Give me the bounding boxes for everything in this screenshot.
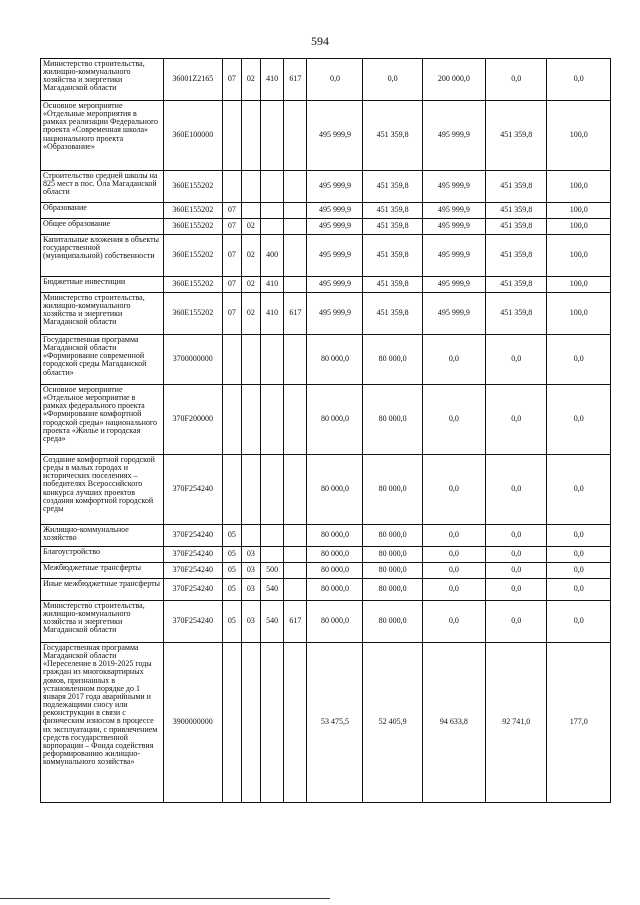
row-name: Государственная программа Магаданской области «Переселение в 2019-2025 годы граждан из многоквартирных домов, признанных в установленном порядке до 1 января 2017 года аварийными и подлежащими сносу или реконструкции в связи с физическим износом в процессе их эксплуатации, с привлечением средств государственной корпорации – Фонда содействия реформированию жилищно-коммунального хозяйства» xyxy=(41,643,164,803)
value-5: 0,0 xyxy=(547,385,611,455)
row-name: Министерство строительства, жилищно-коммунального хозяйства и энергетики Магаданской области xyxy=(41,59,164,101)
subsection-code: 03 xyxy=(241,563,260,579)
value-3: 495 999,9 xyxy=(422,219,485,235)
value-3: 495 999,9 xyxy=(422,293,485,335)
value-5: 0,0 xyxy=(547,547,611,563)
value-4: 451 359,8 xyxy=(486,235,547,277)
section-code: 07 xyxy=(222,203,241,219)
value-2: 52 405,9 xyxy=(363,643,422,803)
administrator-code xyxy=(284,385,307,455)
administrator-code: 617 xyxy=(284,293,307,335)
subsection-code: 03 xyxy=(241,601,260,643)
row-name: Строительство средней школы на 825 мест в пос. Ола Магаданской области xyxy=(41,171,164,203)
value-5: 0,0 xyxy=(547,525,611,547)
value-4: 0,0 xyxy=(486,335,547,385)
expense-type-code xyxy=(260,547,283,563)
administrator-code xyxy=(284,455,307,525)
value-3: 0,0 xyxy=(422,525,485,547)
value-5: 0,0 xyxy=(547,601,611,643)
table-row xyxy=(41,101,611,171)
table-row xyxy=(41,547,611,563)
row-name: Общее образование xyxy=(41,219,164,235)
value-5: 100,0 xyxy=(547,171,611,203)
section-code: 05 xyxy=(222,601,241,643)
section-code: 07 xyxy=(222,219,241,235)
value-3: 94 633,8 xyxy=(422,643,485,803)
expense-type-code xyxy=(260,101,283,171)
value-1: 80 000,0 xyxy=(307,579,363,601)
value-4: 0,0 xyxy=(486,547,547,563)
value-2: 451 359,8 xyxy=(363,171,422,203)
value-2: 451 359,8 xyxy=(363,101,422,171)
expense-type-code xyxy=(260,385,283,455)
value-2: 80 000,0 xyxy=(363,579,422,601)
administrator-code xyxy=(284,579,307,601)
expense-type-code: 500 xyxy=(260,563,283,579)
administrator-code xyxy=(284,171,307,203)
target-code: 370F254240 xyxy=(163,455,222,525)
value-3: 495 999,9 xyxy=(422,171,485,203)
administrator-code xyxy=(284,235,307,277)
target-code: 370F254240 xyxy=(163,563,222,579)
table-row xyxy=(41,601,611,643)
expense-type-code: 540 xyxy=(260,601,283,643)
value-1: 495 999,9 xyxy=(307,219,363,235)
value-5: 177,0 xyxy=(547,643,611,803)
value-5: 0,0 xyxy=(547,335,611,385)
section-code: 07 xyxy=(222,59,241,101)
value-1: 495 999,9 xyxy=(307,235,363,277)
section-code: 05 xyxy=(222,547,241,563)
value-2: 451 359,8 xyxy=(363,219,422,235)
subsection-code xyxy=(241,525,260,547)
section-code xyxy=(222,101,241,171)
value-3: 0,0 xyxy=(422,455,485,525)
target-code: 370F254240 xyxy=(163,579,222,601)
row-name: Основное мероприятие «Отдельное мероприятие в рамках федерального проекта «Формирование комфортной городской среды» национального проекта «Жилье и городская среда» xyxy=(41,385,164,455)
section-code: 07 xyxy=(222,277,241,293)
value-4: 451 359,8 xyxy=(486,171,547,203)
table-row xyxy=(41,219,611,235)
table-row xyxy=(41,455,611,525)
value-2: 451 359,8 xyxy=(363,293,422,335)
value-2: 451 359,8 xyxy=(363,203,422,219)
target-code: 36001Z2165 xyxy=(163,59,222,101)
table-row xyxy=(41,235,611,277)
row-name: Капитальные вложения в объекты государственной (муниципальной) собственности xyxy=(41,235,164,277)
subsection-code: 02 xyxy=(241,277,260,293)
value-1: 495 999,9 xyxy=(307,101,363,171)
value-4: 451 359,8 xyxy=(486,101,547,171)
value-1: 495 999,9 xyxy=(307,293,363,335)
subsection-code: 02 xyxy=(241,219,260,235)
target-code: 360Е155202 xyxy=(163,277,222,293)
value-5: 0,0 xyxy=(547,455,611,525)
value-2: 80 000,0 xyxy=(363,601,422,643)
value-3: 495 999,9 xyxy=(422,101,485,171)
value-4: 451 359,8 xyxy=(486,203,547,219)
value-5: 0,0 xyxy=(547,59,611,101)
value-1: 80 000,0 xyxy=(307,385,363,455)
table-row xyxy=(41,59,611,101)
expense-type-code xyxy=(260,335,283,385)
table-row xyxy=(41,563,611,579)
value-5: 100,0 xyxy=(547,101,611,171)
table-row xyxy=(41,277,611,293)
row-name: Государственная программа Магаданской области «Формирование современной городской среды Магаданской области» xyxy=(41,335,164,385)
section-code: 07 xyxy=(222,235,241,277)
subsection-code xyxy=(241,335,260,385)
row-name: Жилищно-коммунальное хозяйство xyxy=(41,525,164,547)
subsection-code xyxy=(241,203,260,219)
expense-type-code xyxy=(260,455,283,525)
value-4: 0,0 xyxy=(486,525,547,547)
value-3: 495 999,9 xyxy=(422,277,485,293)
administrator-code: 617 xyxy=(284,59,307,101)
section-code: 05 xyxy=(222,579,241,601)
table-row xyxy=(41,171,611,203)
section-code xyxy=(222,455,241,525)
value-1: 0,0 xyxy=(307,59,363,101)
target-code: 360Е155202 xyxy=(163,203,222,219)
page-number: 594 xyxy=(311,34,329,48)
target-code: 370F254240 xyxy=(163,525,222,547)
row-name: Благоустройство xyxy=(41,547,164,563)
section-code: 05 xyxy=(222,563,241,579)
value-5: 100,0 xyxy=(547,203,611,219)
row-name: Министерство строительства, жилищно-коммунального хозяйства и энергетики Магаданской области xyxy=(41,293,164,335)
expense-type-code xyxy=(260,203,283,219)
expense-type-code: 410 xyxy=(260,59,283,101)
administrator-code xyxy=(284,547,307,563)
subsection-code xyxy=(241,455,260,525)
value-1: 80 000,0 xyxy=(307,525,363,547)
subsection-code xyxy=(241,101,260,171)
subsection-code: 03 xyxy=(241,579,260,601)
value-1: 53 475,5 xyxy=(307,643,363,803)
value-5: 0,0 xyxy=(547,563,611,579)
value-3: 0,0 xyxy=(422,579,485,601)
value-2: 0,0 xyxy=(363,59,422,101)
administrator-code xyxy=(284,525,307,547)
value-1: 80 000,0 xyxy=(307,601,363,643)
value-1: 80 000,0 xyxy=(307,335,363,385)
value-2: 80 000,0 xyxy=(363,563,422,579)
target-code: 3700000000 xyxy=(163,335,222,385)
target-code: 360Е155202 xyxy=(163,235,222,277)
table-row xyxy=(41,293,611,335)
value-2: 80 000,0 xyxy=(363,455,422,525)
expense-type-code: 540 xyxy=(260,579,283,601)
section-code xyxy=(222,385,241,455)
subsection-code: 03 xyxy=(241,547,260,563)
value-5: 100,0 xyxy=(547,293,611,335)
table-row xyxy=(41,335,611,385)
row-name: Министерство строительства, жилищно-коммунального хозяйства и энергетики Магаданской области xyxy=(41,601,164,643)
section-code xyxy=(222,335,241,385)
subsection-code xyxy=(241,171,260,203)
administrator-code xyxy=(284,101,307,171)
table-row xyxy=(41,203,611,219)
expense-type-code xyxy=(260,219,283,235)
administrator-code xyxy=(284,203,307,219)
value-2: 80 000,0 xyxy=(363,525,422,547)
subsection-code: 02 xyxy=(241,235,260,277)
value-2: 80 000,0 xyxy=(363,335,422,385)
subsection-code: 02 xyxy=(241,293,260,335)
expense-type-code xyxy=(260,171,283,203)
target-code: 3900000000 xyxy=(163,643,222,803)
subsection-code xyxy=(241,643,260,803)
administrator-code xyxy=(284,643,307,803)
value-4: 0,0 xyxy=(486,455,547,525)
value-5: 0,0 xyxy=(547,579,611,601)
table-body xyxy=(41,59,611,803)
target-code: 370F254240 xyxy=(163,547,222,563)
administrator-code xyxy=(284,219,307,235)
value-3: 0,0 xyxy=(422,547,485,563)
administrator-code xyxy=(284,563,307,579)
value-1: 495 999,9 xyxy=(307,171,363,203)
value-4: 0,0 xyxy=(486,385,547,455)
row-name: Иные межбюджетные трансферты xyxy=(41,579,164,601)
value-4: 92 741,0 xyxy=(486,643,547,803)
target-code: 360Е155202 xyxy=(163,219,222,235)
budget-table xyxy=(40,58,611,803)
table-row xyxy=(41,643,611,803)
value-2: 451 359,8 xyxy=(363,277,422,293)
subsection-code xyxy=(241,385,260,455)
administrator-code xyxy=(284,277,307,293)
value-2: 80 000,0 xyxy=(363,547,422,563)
section-code xyxy=(222,643,241,803)
value-5: 100,0 xyxy=(547,277,611,293)
row-name: Межбюджетные трансферты xyxy=(41,563,164,579)
value-3: 0,0 xyxy=(422,335,485,385)
value-1: 80 000,0 xyxy=(307,547,363,563)
expense-type-code: 400 xyxy=(260,235,283,277)
value-1: 495 999,9 xyxy=(307,277,363,293)
section-code: 07 xyxy=(222,293,241,335)
target-code: 360Е100000 xyxy=(163,101,222,171)
target-code: 370F200000 xyxy=(163,385,222,455)
value-3: 0,0 xyxy=(422,563,485,579)
expense-type-code xyxy=(260,525,283,547)
expense-type-code: 410 xyxy=(260,293,283,335)
value-3: 0,0 xyxy=(422,385,485,455)
target-code: 370F254240 xyxy=(163,601,222,643)
footer-line xyxy=(0,898,330,899)
table-row xyxy=(41,579,611,601)
value-5: 100,0 xyxy=(547,219,611,235)
section-code xyxy=(222,171,241,203)
target-code: 360Е155202 xyxy=(163,293,222,335)
value-4: 0,0 xyxy=(486,563,547,579)
expense-type-code: 410 xyxy=(260,277,283,293)
row-name: Создание комфортной городской среды в малых городах и исторических поселениях – победителях Всероссийского конкурса лучших проектов создания комфортной городской среды xyxy=(41,455,164,525)
value-4: 0,0 xyxy=(486,601,547,643)
target-code: 360Е155202 xyxy=(163,171,222,203)
administrator-code xyxy=(284,335,307,385)
table-row xyxy=(41,525,611,547)
value-3: 200 000,0 xyxy=(422,59,485,101)
row-name: Основное мероприятие «Отдельные мероприятия в рамках реализации Федерального проекта «Современная школа» национального проекта «Образование» xyxy=(41,101,164,171)
administrator-code: 617 xyxy=(284,601,307,643)
value-1: 80 000,0 xyxy=(307,563,363,579)
value-3: 0,0 xyxy=(422,601,485,643)
row-name: Образование xyxy=(41,203,164,219)
value-4: 451 359,8 xyxy=(486,293,547,335)
value-4: 451 359,8 xyxy=(486,277,547,293)
value-2: 80 000,0 xyxy=(363,385,422,455)
value-3: 495 999,9 xyxy=(422,203,485,219)
subsection-code: 02 xyxy=(241,59,260,101)
value-4: 0,0 xyxy=(486,59,547,101)
value-1: 495 999,9 xyxy=(307,203,363,219)
value-1: 80 000,0 xyxy=(307,455,363,525)
expense-type-code xyxy=(260,643,283,803)
row-name: Бюджетные инвестиции xyxy=(41,277,164,293)
value-4: 0,0 xyxy=(486,579,547,601)
table-row xyxy=(41,385,611,455)
value-4: 451 359,8 xyxy=(486,219,547,235)
section-code: 05 xyxy=(222,525,241,547)
value-5: 100,0 xyxy=(547,235,611,277)
value-2: 451 359,8 xyxy=(363,235,422,277)
value-3: 495 999,9 xyxy=(422,235,485,277)
